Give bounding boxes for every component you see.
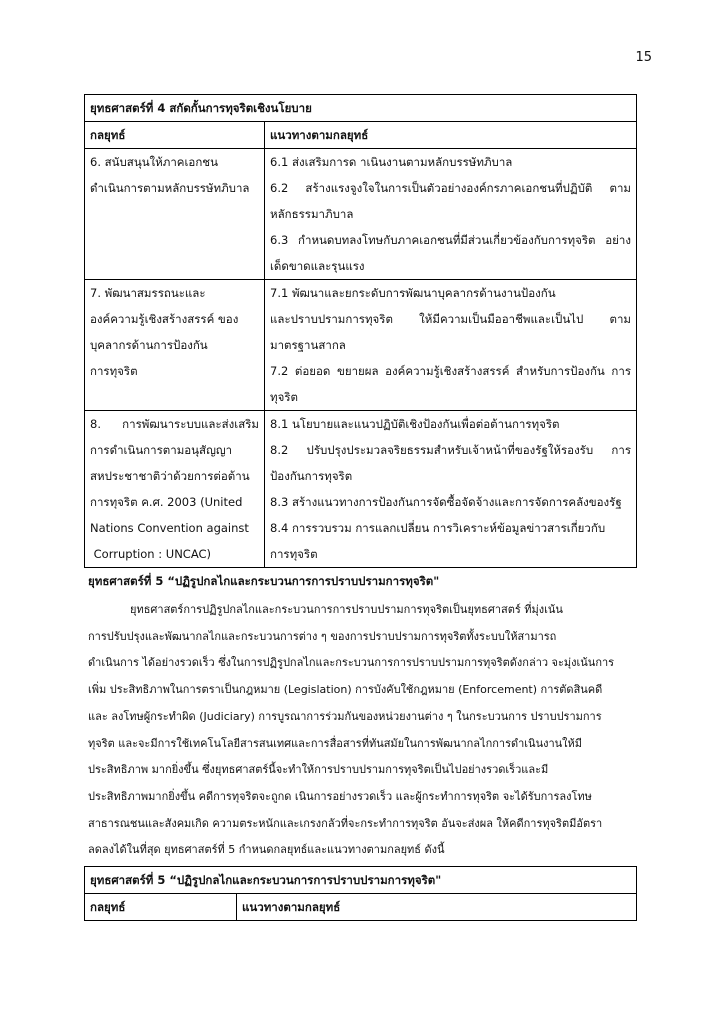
section-5-heading: ยุทธศาสตร์ที่ 5 “ปฏิรูปกลไกและกระบวนการการปราบปรามการทุจริต" bbox=[88, 574, 440, 588]
paragraph-line: ลดลงได้ในที่สุด ยุทธศาสตร์ที่ 5 กำหนดกลยุทธ์และแนวทางตามกลยุทธ์ ดังนี้ bbox=[88, 843, 445, 857]
guideline-line: 6.3 กำหนดบทลงโทษกับภาคเอกชนที่มีส่วนเกี่ยวข้องกับการทุจริต อย่าง bbox=[270, 233, 631, 247]
column-header-strategy: กลยุทธ์ bbox=[85, 894, 237, 921]
paragraph-line: การปรับปรุงและพัฒนากลไกและกระบวนการต่าง ๆ ของการปราบปรามการทุจริตทั้งระบบให้สามารถ bbox=[88, 629, 557, 643]
paragraph-line: ยุทธศาสตร์การปฏิรูปกลไกและกระบวนการการปราบปรามการทุจริตเป็นยุทธศาสตร์ ที่มุ่งเน้น bbox=[130, 603, 563, 616]
column-header-guidelines: แนวทางตามกลยุทธ์ bbox=[265, 122, 637, 149]
guideline-line: มาตรฐานสากล bbox=[270, 338, 346, 352]
strategy-line: 6. สนับสนุนให้ภาคเอกชน bbox=[90, 155, 218, 169]
guideline-line: และปราบปรามการทุจริต ให้มีความเป็นมืออาชีพและเป็นไป ตาม bbox=[270, 312, 631, 326]
paragraph-line: ดำเนินการ ได้อย่างรวดเร็ว ซึ่งในการปฏิรูปกลไกและกระบวนการการปราบปรามการทุจริตดังกล่าว จะมุ่งเน้นการ bbox=[88, 656, 615, 670]
page-number: 15 bbox=[635, 50, 652, 65]
guideline-line: การทุจริต bbox=[270, 547, 318, 561]
table-title: ยุทธศาสตร์ที่ 5 “ปฏิรูปกลไกและกระบวนการการปราบปรามการทุจริต" bbox=[85, 867, 637, 894]
guideline-line: 7.2 ต่อยอด ขยายผล องค์ความรู้เชิงสร้างสรรค์ สำหรับการป้องกัน การ bbox=[270, 364, 631, 378]
table-row bbox=[85, 280, 637, 411]
guideline-line: 8.1 นโยบายและแนวปฏิบัติเชิงป้องกันเพื่อต่อต้านการทุจริต bbox=[270, 417, 560, 431]
strategy-4-table bbox=[84, 94, 637, 568]
guideline-line: เด็ดขาดและรุนแรง bbox=[270, 259, 365, 273]
guideline-line: 6.2 สร้างแรงจูงใจในการเป็นตัวอย่างองค์กรภาคเอกชนที่ปฏิบัติ ตาม bbox=[270, 181, 631, 195]
paragraph-line: ประสิทธิภาพ มากยิ่งขึ้น ซึ่งยุทธศาสตร์นี้จะทำให้การปราบปรามการทุจริตเป็นไปอย่างรวดเร็วและมี bbox=[88, 763, 549, 777]
guideline-cell bbox=[265, 411, 637, 568]
table-row bbox=[85, 149, 637, 280]
guideline-line: 7.1 พัฒนาและยกระดับการพัฒนาบุคลากรด้านงานป้องกัน bbox=[270, 286, 556, 300]
paragraph-line: สาธารณชนและสังคมเกิด ความตระหนักและเกรงกลัวที่จะกระทำการทุจริต อันจะส่งผล ให้คดีการทุจริตมีอัตรา bbox=[88, 816, 603, 830]
guideline-line: 6.1 ส่งเสริมการด าเนินงานตามหลักบรรษัทภิบาล bbox=[270, 155, 513, 169]
guideline-line: 8.2 ปรับปรุงประมวลจริยธรรมสำหรับเจ้าหน้าที่ของรัฐให้รองรับ การ bbox=[270, 443, 631, 457]
guideline-line: 8.4 การรวบรวม การแลกเปลี่ยน การวิเคราะห์ข้อมูลข่าวสารเกี่ยวกับ bbox=[270, 521, 606, 535]
strategy-line: สหประชาชาติว่าด้วยการต่อต้าน bbox=[90, 469, 250, 483]
strategy-5-table bbox=[84, 866, 637, 921]
strategy-cell bbox=[85, 149, 265, 280]
guideline-line: 8.3 สร้างแนวทางการป้องกันการจัดซื้อจัดจ้างและการจัดการคลังของรัฐ bbox=[270, 495, 622, 509]
paragraph-line: ประสิทธิภาพมากยิ่งขึ้น คดีการทุจริตจะถูกด เนินการอย่างรวดเร็ว และผู้กระทำการทุจริต จะได้รับการลงโทษ bbox=[88, 789, 592, 803]
strategy-line: 7. พัฒนาสมรรถนะและ bbox=[90, 286, 206, 300]
strategy-line: การดำเนินการตามอนุสัญญา bbox=[90, 443, 233, 457]
strategy-line: การทุจริต bbox=[90, 364, 138, 378]
table-row bbox=[85, 411, 637, 568]
strategy-line: ดำเนินการตามหลักบรรษัทภิบาล bbox=[90, 181, 250, 195]
guideline-cell bbox=[265, 149, 637, 280]
paragraph-line: เพิ่ม ประสิทธิภาพในการตราเป็นกฎหมาย (Legislation) การบังคับใช้กฎหมาย (Enforcement) การตัดสินคดี bbox=[88, 683, 603, 697]
section-5-paragraph bbox=[88, 597, 636, 864]
guideline-line: หลักธรรมาภิบาล bbox=[270, 207, 354, 221]
guideline-line: ทุจริต bbox=[270, 390, 298, 404]
column-header-strategy: กลยุทธ์ bbox=[85, 122, 265, 149]
paragraph-line: ทุจริต และจะมีการใช้เทคโนโลยีสารสนเทศและการสื่อสารที่ทันสมัยในการพัฒนากลไกการดำเนินงานให้มี bbox=[88, 736, 583, 750]
table-title: ยุทธศาสตร์ที่ 4 สกัดกั้นการทุจริตเชิงนโยบาย bbox=[85, 95, 637, 122]
paragraph-line: และ ลงโทษผู้กระทำผิด (Judiciary) การบูรณาการร่วมกันของหน่วยงานต่าง ๆ ในกระบวนการ ปราบปรามการ bbox=[88, 709, 602, 723]
strategy-line: Nations Convention against bbox=[90, 521, 249, 535]
column-header-guidelines: แนวทางตามกลยุทธ์ bbox=[237, 894, 637, 921]
guideline-line: ป้องกันการทุจริต bbox=[270, 469, 353, 483]
strategy-line: การทุจริต ค.ศ. 2003 (United bbox=[90, 495, 243, 509]
strategy-line: 8. การพัฒนาระบบและส่งเสริม bbox=[90, 417, 259, 431]
strategy-line: องค์ความรู้เชิงสร้างสรรค์ ของ bbox=[90, 312, 239, 326]
strategy-cell bbox=[85, 411, 265, 568]
strategy-line: บุคลากรด้านการป้องกัน bbox=[90, 338, 208, 352]
strategy-cell bbox=[85, 280, 265, 411]
guideline-cell bbox=[265, 280, 637, 411]
strategy-line: Corruption : UNCAC) bbox=[90, 547, 212, 561]
